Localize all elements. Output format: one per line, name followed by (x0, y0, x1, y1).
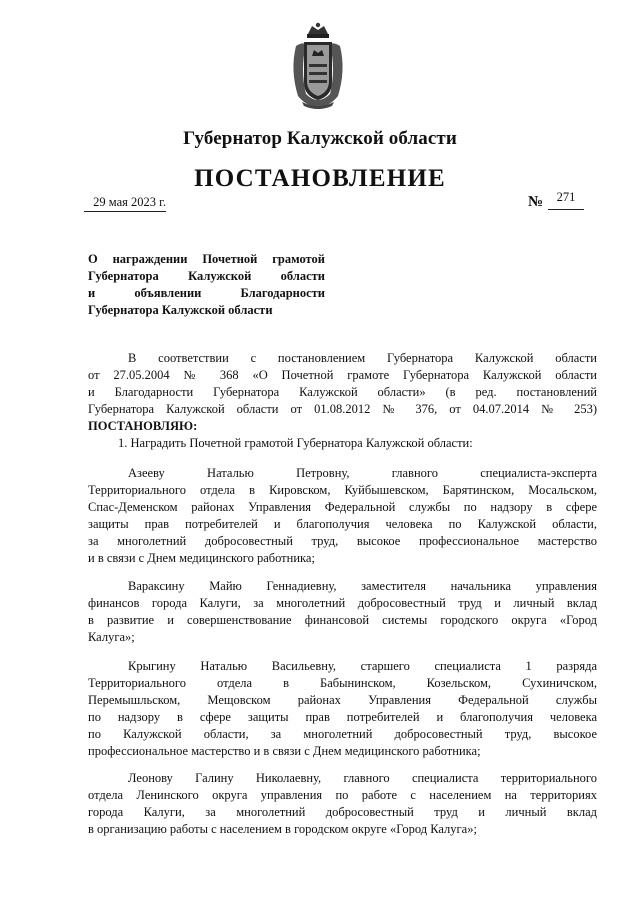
document-subject (88, 251, 325, 319)
awardee-line: Леонову Галину Николаевну, главного специалиста территориального (128, 771, 597, 785)
preamble-line: от 27.05.2004 № 368 «О Почетной грамоте Губернатора Калужской области (88, 368, 597, 382)
subject-line: Губернатора Калужской области (88, 303, 273, 317)
awardee-line: по Калужской области, за многолетний добросовестный труд, высокое (88, 727, 597, 741)
document-date: 29 мая 2023 г. (84, 194, 166, 212)
awardee-line: Вараксину Майю Геннадиевну, заместителя начальника управления (128, 579, 597, 593)
subject-line: О награждении Почетной грамотой (88, 252, 325, 266)
awardee-line: по надзору в сфере защиты прав потребителей и благополучия человека (88, 710, 597, 724)
subject-line: Губернатора Калужской области (88, 269, 325, 283)
awardee-line: в организацию работы с населением в городском округе «Город Калуга»; (88, 822, 477, 836)
document-number: 271 (548, 189, 584, 210)
awardee-paragraph (88, 465, 597, 567)
preamble-line: Губернатора Калужской области от 01.08.2012 № 376, от 04.07.2014 № 253) (88, 402, 597, 416)
preamble-line: и Благодарности Губернатора Калужской области» (в ред. постановлений (88, 385, 597, 399)
coat-of-arms-icon (286, 20, 350, 110)
document-type-title: ПОСТАНОВЛЕНИЕ (194, 165, 446, 192)
subject-line: и объявлении Благодарности (88, 286, 325, 300)
awardee-line: отдела Ленинского округа управления по работе с населением на территориях (88, 788, 597, 802)
awardee-line: профессиональное мастерство и в связи с Днем медицинского работника; (88, 744, 481, 758)
awardee-paragraph (88, 658, 597, 760)
preamble-paragraph (88, 350, 597, 452)
awardee-line: в развитие и совершенствование финансовой системы городского округа «Город (88, 613, 597, 627)
awardee-paragraph (88, 770, 597, 838)
awardee-line: защиты прав потребителей и благополучия человека по Калужской области, (88, 517, 597, 531)
awardee-line: Спас-Деменском районах Управления Федеральной службы по надзору в сфере (88, 500, 597, 514)
awardee-paragraph (88, 578, 597, 646)
awardee-line: Перемышльском, Мещовском районах Управления Федеральной службы (88, 693, 597, 707)
awardee-line: города Калуги, за многолетний добросовестный труд и личный вклад (88, 805, 597, 819)
awardee-line: Азееву Наталью Петровну, главного специалиста-эксперта (128, 466, 597, 480)
awardee-line: Крыгину Наталью Васильевну, старшего специалиста 1 разряда (128, 659, 597, 673)
preamble-line: В соответствии с постановлением Губернатора Калужской области (128, 351, 597, 365)
awardee-line: и в связи с Днем медицинского работника; (88, 551, 315, 565)
awardee-line: финансов города Калуги, за многолетний добросовестный труд и личный вклад (88, 596, 597, 610)
issuing-authority: Губернатор Калужской области (183, 128, 457, 149)
awardee-line: Калуга»; (88, 630, 135, 644)
clause-1: 1. Наградить Почетной грамотой Губернатора Калужской области: (118, 436, 473, 450)
awardee-line: Территориального отдела в Бабынинском, Козельском, Сухиничском, (88, 676, 597, 690)
number-sign: № (528, 194, 544, 210)
resolve-heading: ПОСТАНОВЛЯЮ: (88, 419, 198, 433)
awardee-line: Территориального отдела в Кировском, Куйбышевском, Барятинском, Мосальском, (88, 483, 597, 497)
awardee-line: за многолетний добросовестный труд, высокое профессиональное мастерство (88, 534, 597, 548)
